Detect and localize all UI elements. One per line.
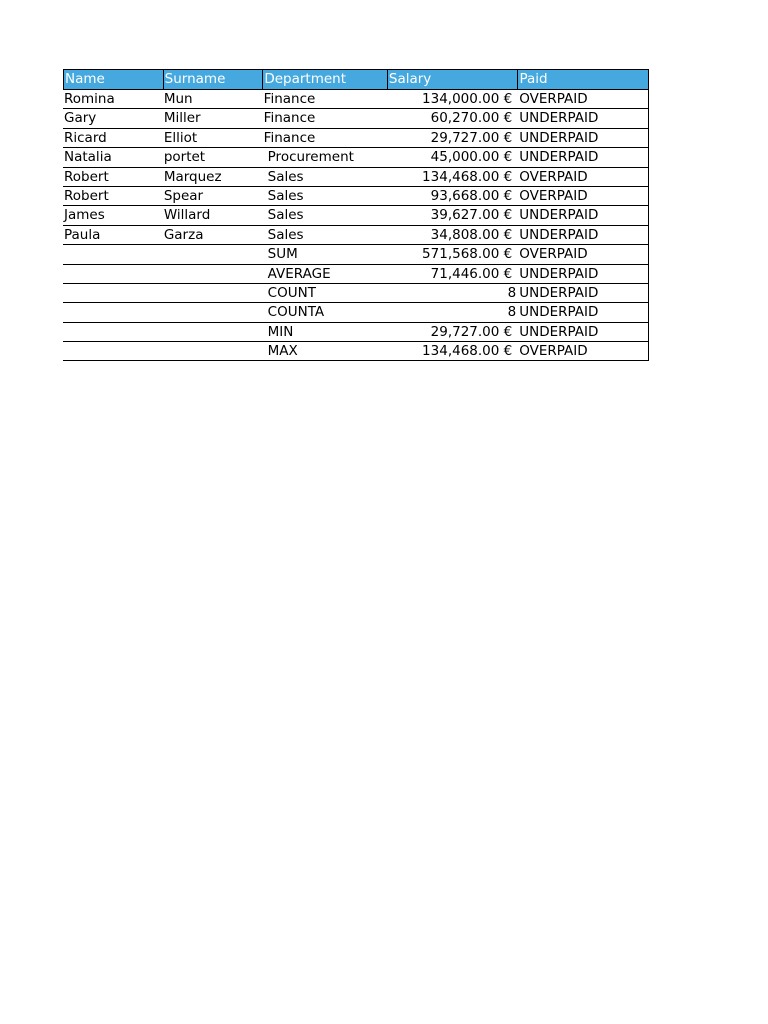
summary-row: [63, 303, 649, 322]
cell-surname[interactable]: Miller: [163, 110, 201, 127]
cell-paid[interactable]: UNDERPAID: [519, 110, 599, 127]
cell-empty[interactable]: [163, 284, 263, 302]
cell-department[interactable]: Procurement: [267, 149, 354, 166]
summary-label[interactable]: AVERAGE: [267, 265, 331, 282]
summary-value[interactable]: 29,727.00 €: [430, 323, 513, 340]
cell-salary[interactable]: 34,808.00 €: [430, 226, 513, 243]
summary-paid[interactable]: UNDERPAID: [519, 265, 599, 282]
table-row: [63, 226, 649, 245]
header-paid[interactable]: Paid: [519, 71, 548, 87]
cell-surname[interactable]: Garza: [163, 226, 204, 243]
summary-paid[interactable]: UNDERPAID: [519, 284, 599, 301]
table-row: [63, 90, 649, 109]
cell-paid[interactable]: OVERPAID: [519, 91, 588, 107]
summary-row: [63, 265, 649, 284]
cell-salary[interactable]: 45,000.00 €: [430, 149, 513, 166]
cell-name[interactable]: Robert: [64, 168, 109, 185]
table-body: [63, 90, 649, 361]
cell-empty[interactable]: [63, 342, 163, 360]
summary-row: [63, 245, 649, 264]
cell-paid[interactable]: OVERPAID: [519, 187, 588, 204]
cell-empty[interactable]: [163, 265, 263, 283]
cell-department[interactable]: Sales: [267, 168, 304, 185]
cell-department[interactable]: Finance: [263, 110, 316, 127]
summary-paid[interactable]: OVERPAID: [519, 343, 588, 360]
summary-row: [63, 342, 649, 361]
summary-label[interactable]: COUNT: [267, 284, 316, 301]
cell-empty[interactable]: [163, 303, 263, 321]
cell-surname[interactable]: Elliot: [163, 129, 198, 146]
summary-value[interactable]: 8: [507, 284, 517, 301]
spreadsheet-table: [63, 69, 649, 361]
summary-paid[interactable]: OVERPAID: [519, 246, 588, 263]
summary-label[interactable]: MAX: [267, 343, 298, 360]
cell-name[interactable]: Robert: [64, 187, 109, 204]
summary-row: [63, 323, 649, 342]
cell-salary[interactable]: 134,000.00 €: [422, 91, 513, 107]
cell-empty[interactable]: [63, 323, 163, 341]
cell-salary[interactable]: 93,668.00 €: [430, 187, 513, 204]
table-row: [63, 168, 649, 187]
cell-surname[interactable]: portet: [163, 149, 206, 166]
table-row: [63, 148, 649, 167]
cell-empty[interactable]: [163, 342, 263, 360]
header-name[interactable]: Name: [64, 70, 164, 89]
table-header-row: [63, 69, 649, 90]
summary-value[interactable]: 8: [507, 304, 517, 321]
cell-salary[interactable]: 60,270.00 €: [430, 110, 513, 127]
table-row: [63, 129, 649, 148]
summary-label[interactable]: COUNTA: [267, 304, 325, 321]
cell-empty[interactable]: [63, 303, 163, 321]
cell-department[interactable]: Finance: [263, 91, 316, 107]
table-row: [63, 206, 649, 225]
summary-value[interactable]: 134,468.00 €: [422, 343, 513, 360]
summary-value[interactable]: 571,568.00 €: [422, 246, 513, 263]
cell-department[interactable]: Sales: [267, 187, 304, 204]
cell-empty[interactable]: [163, 245, 263, 263]
cell-paid[interactable]: UNDERPAID: [519, 226, 599, 243]
summary-label[interactable]: SUM: [267, 246, 298, 263]
table-row: [63, 187, 649, 206]
summary-value[interactable]: 71,446.00 €: [430, 265, 513, 282]
cell-name[interactable]: Paula: [64, 226, 101, 243]
cell-name[interactable]: Romina: [64, 91, 115, 107]
header-surname[interactable]: Surname: [164, 70, 264, 89]
cell-paid[interactable]: UNDERPAID: [519, 129, 599, 146]
cell-salary[interactable]: 29,727.00 €: [430, 129, 513, 146]
cell-name[interactable]: Gary: [64, 110, 97, 127]
cell-salary[interactable]: 39,627.00 €: [430, 207, 513, 224]
header-department[interactable]: Department: [263, 70, 388, 89]
cell-department[interactable]: Sales: [267, 207, 304, 224]
cell-surname[interactable]: Mun: [163, 91, 193, 107]
summary-paid[interactable]: UNDERPAID: [519, 323, 599, 340]
cell-name[interactable]: Natalia: [64, 149, 112, 166]
cell-surname[interactable]: Spear: [163, 187, 204, 204]
cell-name[interactable]: James: [64, 207, 105, 224]
cell-department[interactable]: Sales: [267, 226, 304, 243]
cell-empty[interactable]: [63, 245, 163, 263]
cell-paid[interactable]: UNDERPAID: [519, 207, 599, 224]
cell-surname[interactable]: Marquez: [163, 168, 222, 185]
summary-label[interactable]: MIN: [267, 323, 294, 340]
summary-paid[interactable]: UNDERPAID: [519, 304, 599, 321]
cell-paid[interactable]: OVERPAID: [519, 168, 588, 185]
cell-empty[interactable]: [63, 284, 163, 302]
cell-salary[interactable]: 134,468.00 €: [422, 168, 513, 185]
cell-name[interactable]: Ricard: [64, 129, 107, 146]
table-row: [63, 109, 649, 128]
cell-surname[interactable]: Willard: [163, 207, 211, 224]
header-salary[interactable]: Salary: [388, 70, 519, 89]
summary-row: [63, 284, 649, 303]
cell-empty[interactable]: [63, 265, 163, 283]
cell-department[interactable]: Finance: [263, 129, 316, 146]
cell-empty[interactable]: [163, 323, 263, 341]
cell-paid[interactable]: UNDERPAID: [519, 149, 599, 166]
